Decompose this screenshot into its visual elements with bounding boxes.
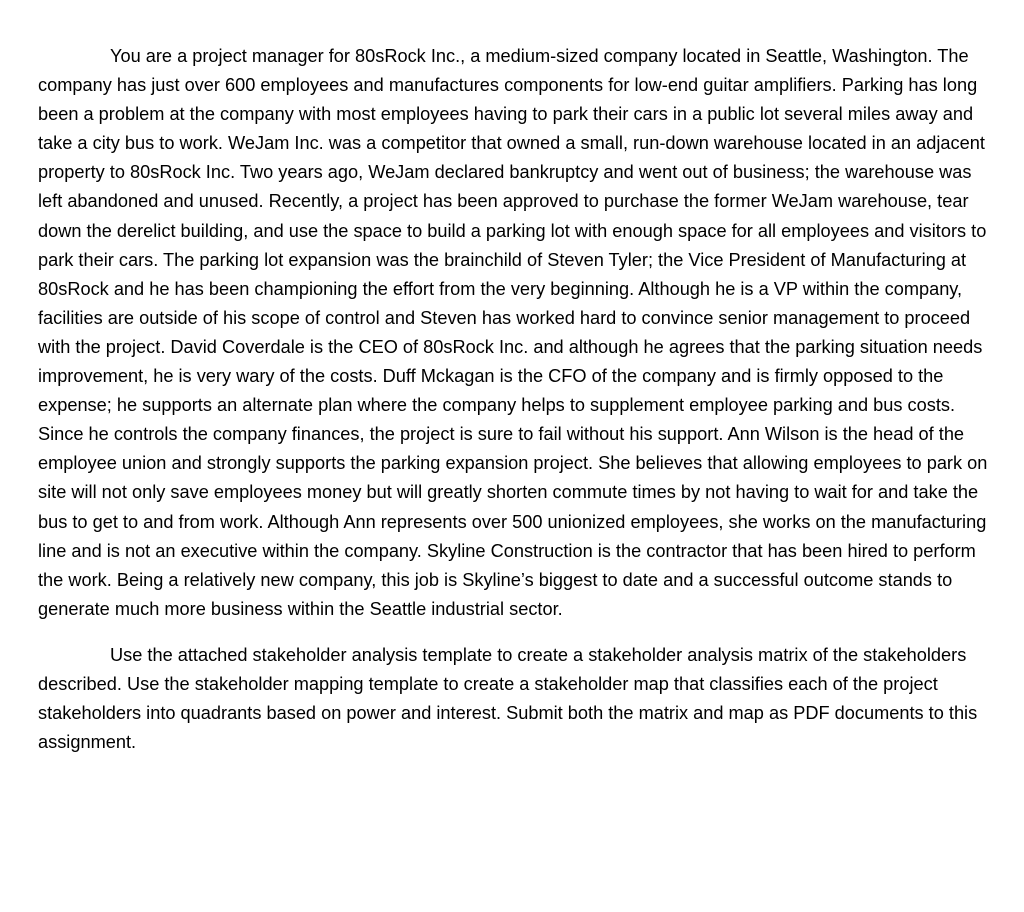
scenario-paragraph: You are a project manager for 80sRock Inc., a medium-sized company located in Seattle, Washington. The company has just over 600 employees and manufactures components for low-end guitar amplifiers. Parking has long been a problem at the company with most employees having to park their cars in a public lot several miles away and take a city bus to work. WeJam Inc. was a competitor that owned a small, run-down warehouse located in an adjacent property to 80sRock Inc. Two years ago, WeJam declared bankruptcy and went out of business; the warehouse was left abandoned and unused. Recently, a project has been approved to purchase the former WeJam warehouse, tear down the derelict building, and use the space to build a parking lot with enough space for all employees and visitors to park their cars. The parking lot expansion was the brainchild of Steven Tyler; the Vice President of Manufacturing at 80sRock and he has been championing the effort from the very beginning. Although he is a VP within the company, facilities are outside of his scope of control and Steven has worked hard to convince senior management to proceed with the project. David Coverdale is the CEO of 80sRock Inc. and although he agrees that the parking situation needs improvement, he is very wary of the costs. Duff Mckagan is the CFO of the company and is firmly opposed to the expense; he supports an alternate plan where the company helps to supplement employee parking and bus costs. Since he controls the company finances, the project is sure to fail without his support. Ann Wilson is the head of the employee union and strongly supports the parking expansion project. She believes that allowing employees to park on site will not only save employees money but will greatly shorten commute times by not having to wait for and take the bus to get to and from work. Although Ann represents over 500 unionized employees, she works on the manufacturing line and is not an executive within the company. Skyline Construction is the contractor that has been hired to perform the work. Being a relatively new company, this job is Skyline’s biggest to date and a successful outcome stands to generate much more business within the Seattle industrial sector.	[38, 46, 988, 619]
instructions-paragraph: Use the attached stakeholder analysis template to create a stakeholder analysis matrix of the stakeholders described. Use the stakeholder mapping template to create a stakeholder map that classifies each of the project stakeholders into quadrants based on power and interest. Submit both the matrix and map as PDF documents to this assignment.	[38, 644, 978, 753]
assignment-document	[38, 42, 990, 757]
